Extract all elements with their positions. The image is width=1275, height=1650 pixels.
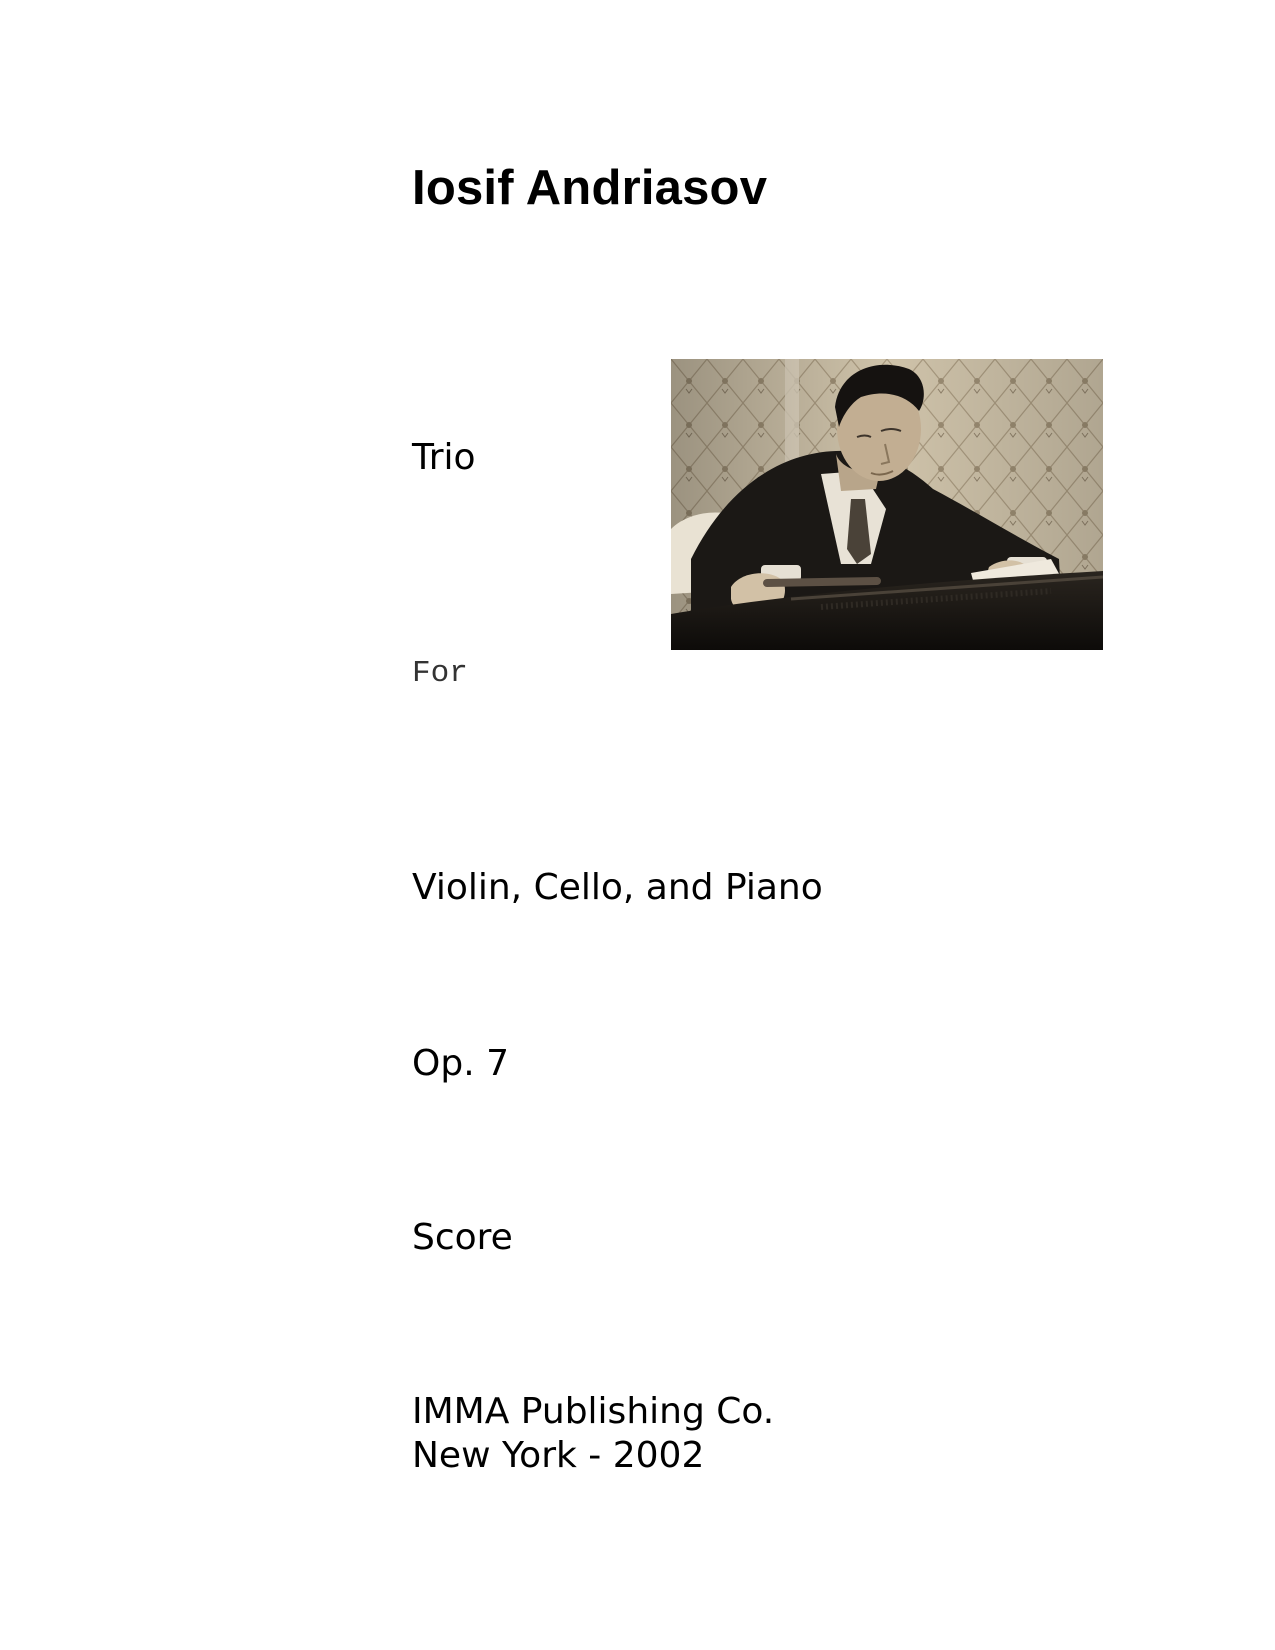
composer-at-piano-image — [671, 359, 1103, 650]
opus-number: Op. 7 — [412, 1043, 509, 1084]
work-title: Trio — [412, 437, 476, 478]
composer-photo — [671, 359, 1103, 650]
publication-place-year: New York - 2002 — [412, 1435, 705, 1476]
edition-type: Score — [412, 1217, 513, 1258]
composer-name: Iosif Andriasov — [412, 161, 768, 215]
publisher-name: IMMA Publishing Co. — [412, 1391, 775, 1432]
instrumentation: Violin, Cello, and Piano — [412, 867, 823, 908]
for-label: For — [412, 656, 468, 691]
